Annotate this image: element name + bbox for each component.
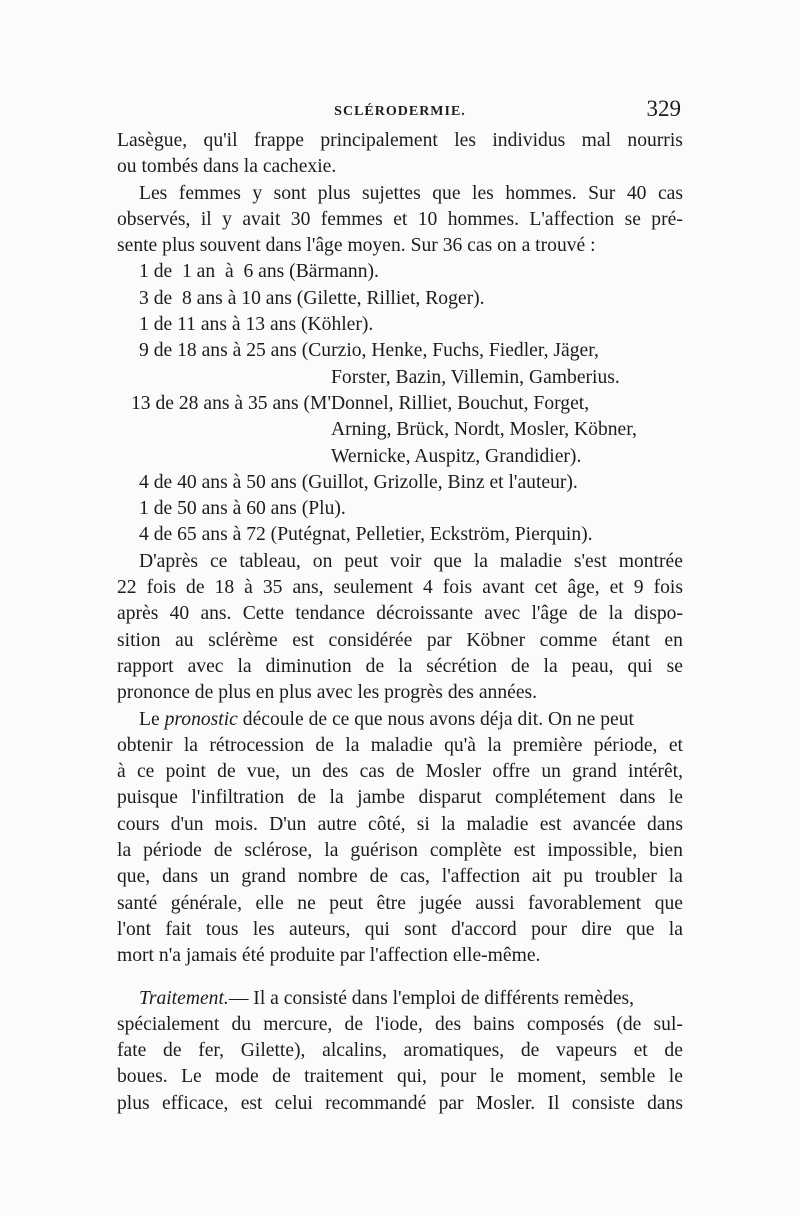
text-line: ou tombés dans la cachexie. xyxy=(117,156,337,178)
age-distribution-list xyxy=(117,259,683,548)
page-body xyxy=(117,128,683,1117)
term-pronostic: pronostic xyxy=(164,708,238,730)
text-line: mort n'a jamais été produite par l'affection elle-même. xyxy=(117,945,541,967)
text-line: boues. Le mode de traitement qui, pour le moment, semble le xyxy=(117,1066,683,1088)
paragraph-1 xyxy=(117,128,683,181)
text-line: puisque l'infiltration de la jambe disparut complétement dans le xyxy=(117,787,683,809)
text-line xyxy=(117,707,683,733)
text-line xyxy=(117,986,683,1012)
page-number: 329 xyxy=(646,96,681,121)
age-group-line: 4 de 65 ans à 72 (Putégnat, Pelletier, Eckström, Pierquin). xyxy=(139,524,593,546)
text-line: l'ont fait tous les auteurs, qui sont d'accord pour dire que la xyxy=(117,918,683,940)
paragraph-3 xyxy=(117,549,683,707)
text-line: fate de fer, Gilette), alcalins, aromatiques, de vapeurs et de xyxy=(117,1040,683,1062)
text-line: rapport avec la diminution de la sécrétion de la peau, qui se xyxy=(117,655,683,677)
text-line: santé générale, elle ne peut être jugée aussi favorablement que xyxy=(117,892,683,914)
age-group-line: 13 de 28 ans à 35 ans (M'Donnel, Rilliet, Bouchut, Forget, xyxy=(131,392,590,414)
text-line: que, dans un grand nombre de cas, l'affection ait pu troubler la xyxy=(117,866,683,888)
age-group-line: Wernicke, Auspitz, Grandidier). xyxy=(331,445,582,467)
age-group-line: 9 de 18 ans à 25 ans (Curzio, Henke, Fuchs, Fiedler, Jäger, xyxy=(139,340,599,362)
age-group-line: 1 de 1 an à 6 ans (Bärmann). xyxy=(139,261,379,283)
age-group-line: Arning, Brück, Nordt, Mosler, Köbner, xyxy=(331,419,637,441)
text-line: après 40 ans. Cette tendance décroissante avec l'âge de la dispo- xyxy=(117,603,683,625)
paragraph-2 xyxy=(117,181,683,260)
age-group-line: 1 de 11 ans à 13 ans (Köhler). xyxy=(139,314,374,336)
text-line: spécialement du mercure, de l'iode, des bains composés (de sul- xyxy=(117,1013,683,1035)
age-group-line: Forster, Bazin, Villemin, Gamberius. xyxy=(331,366,620,388)
text-line: la période de sclérose, la guérison complète est impossible, bien xyxy=(117,840,683,862)
term-traitement: Traitement. xyxy=(139,987,229,1009)
paragraph-traitement xyxy=(117,986,683,1117)
line-text: Le pronostic découle de ce que nous avons déja dit. On ne peut xyxy=(139,708,634,730)
text-line: observés, il y avait 30 femmes et 10 hommes. L'affection se pré- xyxy=(117,208,683,230)
running-title: SCLÉRODERMIE. xyxy=(334,104,466,119)
text-line: Lasègue, qu'il frappe principalement les individus mal nourris xyxy=(117,130,683,151)
text-line: cours d'un mois. D'un autre côté, si la maladie est avancée dans xyxy=(117,813,683,835)
paragraph-pronostic xyxy=(117,707,683,970)
text-line: plus efficace, est celui recommandé par Mosler. Il consiste dans xyxy=(117,1092,683,1114)
age-group-line: 3 de 8 ans à 10 ans (Gilette, Rilliet, Roger). xyxy=(139,287,485,309)
age-group-line: 4 de 40 ans à 50 ans (Guillot, Grizolle, Binz et l'auteur). xyxy=(139,471,578,493)
text-line: prononce de plus en plus avec les progrès des années. xyxy=(117,682,538,704)
text-line: obtenir la rétrocession de la maladie qu'à la première période, et xyxy=(117,734,683,756)
text-line: sente plus souvent dans l'âge moyen. Sur 36 cas on a trouvé : xyxy=(117,235,596,257)
text-line: D'après ce tableau, on peut voir que la maladie s'est montrée xyxy=(139,550,683,572)
line-text: Traitement.— Il a consisté dans l'emploi de différents remèdes, xyxy=(139,987,635,1009)
text-line: à ce point de vue, un des cas de Mosler offre un grand intérêt, xyxy=(117,761,683,783)
text-line: sition au sclérème est considérée par Köbner comme étant en xyxy=(117,629,683,651)
page-header xyxy=(117,96,683,126)
text-line: 22 fois de 18 à 35 ans, seulement 4 fois avant cet âge, et 9 fois xyxy=(117,577,683,599)
text-line: Les femmes y sont plus sujettes que les hommes. Sur 40 cas xyxy=(139,182,683,204)
age-group-line: 1 de 50 ans à 60 ans (Plu). xyxy=(139,498,346,520)
